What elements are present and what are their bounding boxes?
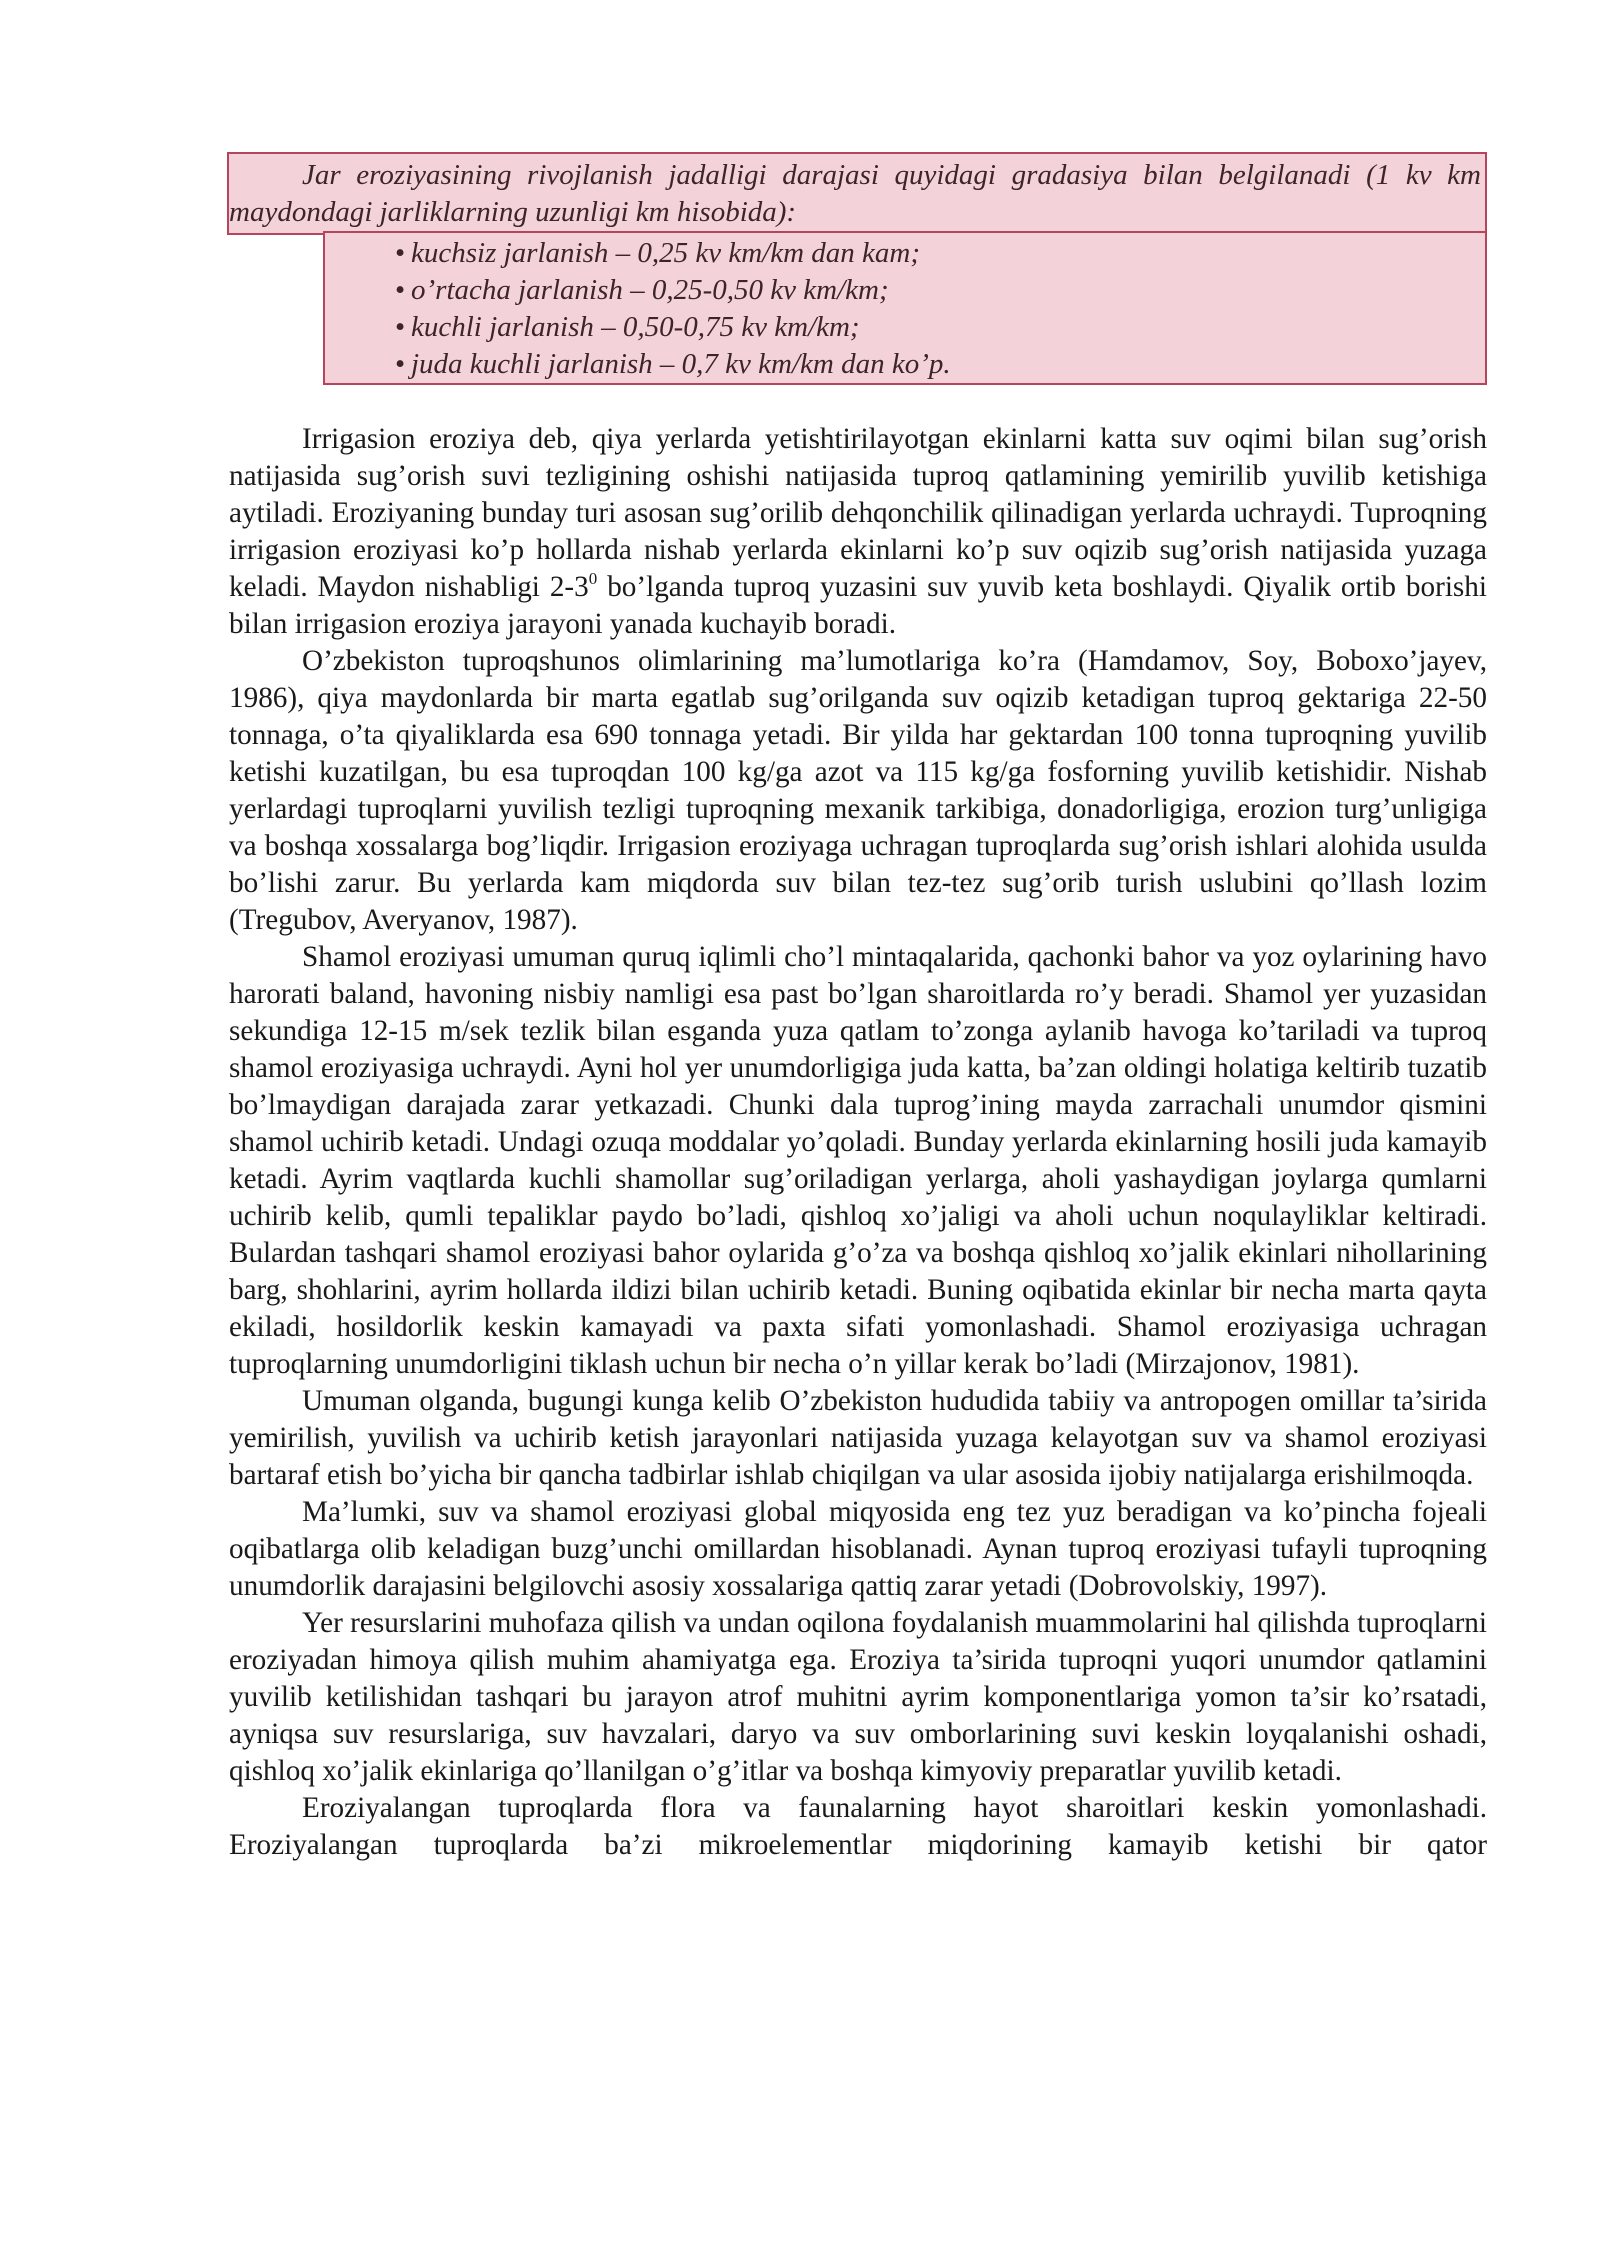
paragraph-overall: Umuman olganda, bugungi kunga kelib O’zbekiston hududida tabiiy va antropogen omillar ta’sirida yemirilish, yuvilish va uchirib ketish jarayonlari natijasida yuzaga kelayotgan suv va shamol eroziyasi bartaraf etish bo’yicha bir qancha tadbirlar ishlab chiqilgan va ular asosida ijobiy natijalarga erishilmoqda. — [229, 1385, 1487, 1491]
list-item: • kuchsiz jarlanish – 0,25 kv km/km dan kam; — [397, 235, 1485, 272]
paragraph-irrigation-erosion: Irrigasion eroziya deb, qiya yerlarda yetishtirilayotgan ekinlarni katta suv oqimi bilan sug’orish natijasida sug’orish suvi tezligining oshishi natijasida tuproq qatlamining yemirilib yuvilib ketishiga aytiladi. Eroziyaning bunday turi asosan sug’orilib dehqonchilik qilinadigan yerlarda uchraydi. Tuproqning irrigasion eroziyasi ko’p hollarda nishab yerlarda ekinlarni ko’p suv oqizib sug’orish natijasida yuzaga keladi. Maydon nishabligi $2-3^0$ bo’lganda tuproq yuzasini suv yuvib keta boshlaydi. Qiyalik ortib borishi bilan irrigasion eroziya jarayoni yanada kuchayib boradi. — [229, 423, 1487, 640]
list-item: • o’rtacha jarlanish – 0,25-0,50 kv km/km; — [397, 272, 1485, 309]
paragraph-uzbek-scientists: O’zbekiston tuproqshunos olimlarining ma’lumotlariga ko’ra (Hamdamov, Soy, Boboxo’jayev, 1986), qiya maydonlarda bir marta egatlab sug’orilganda suv oqizib ketadigan tuproq gektariga 22-50 tonnaga, o’ta qiyaliklarda esa 690 tonnaga yetadi. Bir yilda har gektardan 100 tonna tuproqning yuvilib ketishi kuzatilgan, bu esa tuproqdan 100 kg/ga azot va 115 kg/ga fosforning yuvilib ketishidir. Nishab yerlardagi tuproqlarni yuvilish tezligi tuproqning mexanik tarkibiga, donadorligiga, erozion turg’unligiga va boshqa xossalarga bog’liqdir. Irrigasion eroziyaga uchragan tuproqlarda sug’orish ishlari alohida usulda bo’lishi zarur. Bu yerlarda kam miqdorda suv bilan tez-tez sug’orib turish uslubini qo’llash lozim (Tregubov, Averyanov, 1987). — [229, 645, 1487, 936]
intro-text: Jar eroziyasining rivojlanish jadalligi darajasi quyidagi gradasiya bilan belgilanadi (1 kv km maydondagi jarliklarning uzunligi km hisobida): — [229, 159, 1481, 228]
bullet-icon: • — [395, 237, 406, 269]
bullet-icon: • — [395, 274, 406, 306]
body-text — [229, 421, 1487, 1864]
paragraph-land-resources: Yer resurslarini muhofaza qilish va undan oqilona foydalanish muammolarini hal qilishda tuproqlarni eroziyadan himoya qilish muhim ahamiyatga ega. Eroziya ta’sirida tuproqni yuqori unumdor qatlamini yuvilib ketilishidan tashqari bu jarayon atrof muhitni ayrim komponentlariga yomon ta’sir ko’rsatadi, ayniqsa suv resurslariga, suv havzalari, daryo va suv omborlarining suvi keskin loyqalanishi oshadi, qishloq xo’jalik ekinlariga qo’llanilgan o’g’itlar va boshqa kimyoviy preparatlar yuvilib ketadi. — [229, 1607, 1487, 1787]
list-item: • kuchli jarlanish – 0,50-0,75 kv km/km; — [397, 309, 1485, 346]
paragraph-global: Ma’lumki, suv va shamol eroziyasi global miqyosida eng tez yuz beradigan va ko’pincha fojeali oqibatlarga olib keladigan buzg’unchi omillardan hisoblanadi. Aynan tuproq eroziyasi tufayli tuproqning unumdorlik darajasini belgilovchi asosiy xossalariga qattiq zarar yetadi (Dobrovolskiy, 1997). — [229, 1496, 1487, 1602]
paragraph-flora-fauna: Eroziyalangan tuproqlarda flora va faunalarning hayot sharoitlari keskin yomonlashadi. Eroziyalangan tuproqlarda ba’zi mikroelementlar miqdorining kamayib ketishi bir qator — [229, 1792, 1487, 1861]
gradation-list — [323, 231, 1487, 385]
highlighted-intro-box — [227, 152, 1487, 235]
bullet-icon: • — [395, 348, 406, 380]
paragraph-wind-erosion: Shamol eroziyasi umuman quruq iqlimli cho’l mintaqalarida, qachonki bahor va yoz oylarining havo harorati baland, havoning nisbiy namligi esa past bo’lgan sharoitlarda ro’y beradi. Shamol yer yuzasidan sekundiga 12-15 m/sek tezlik bilan esganda yuza qatlam to’zonga aylanib havoga ko’tariladi va tuproq shamol eroziyasiga uchraydi. Ayni hol yer unumdorligiga juda katta, ba’zan oldingi holatiga keltirib tuzatib bo’lmaydigan darajada zarar yetkazadi. Chunki dala tuprog’ining mayda zarrachali unumdor qismini shamol uchirib ketadi. Undagi ozuqa moddalar yo’qoladi. Bunday yerlarda ekinlarning hosili juda kamayib ketadi. Ayrim vaqtlarda kuchli shamollar sug’oriladigan yerlarga, aholi yashaydigan joylarga qumlarni uchirib kelib, qumli tepaliklar paydo bo’ladi, qishloq xo’jaligi va aholi uchun noqulayliklar keltiradi. Bulardan tashqari shamol eroziyasi bahor oylarida g’o’za va boshqa qishloq xo’jalik ekinlari nihollarining barg, shohlarini, ayrim hollarda ildizi bilan uchirib ketadi. Buning oqibatida ekinlar bir necha marta qayta ekiladi, hosildorlik keskin kamayadi va paxta sifati yomonlashadi. Shamol eroziyasiga uchragan tuproqlarning unumdorligini tiklash uchun bir necha o’n yillar kerak bo’ladi (Mirzajonov, 1981). — [229, 941, 1487, 1380]
degree-superscript: 0 — [588, 569, 598, 588]
bullet-icon: • — [395, 311, 406, 343]
list-item: • juda kuchli jarlanish – 0,7 kv km/km dan ko’p. — [397, 346, 1485, 383]
